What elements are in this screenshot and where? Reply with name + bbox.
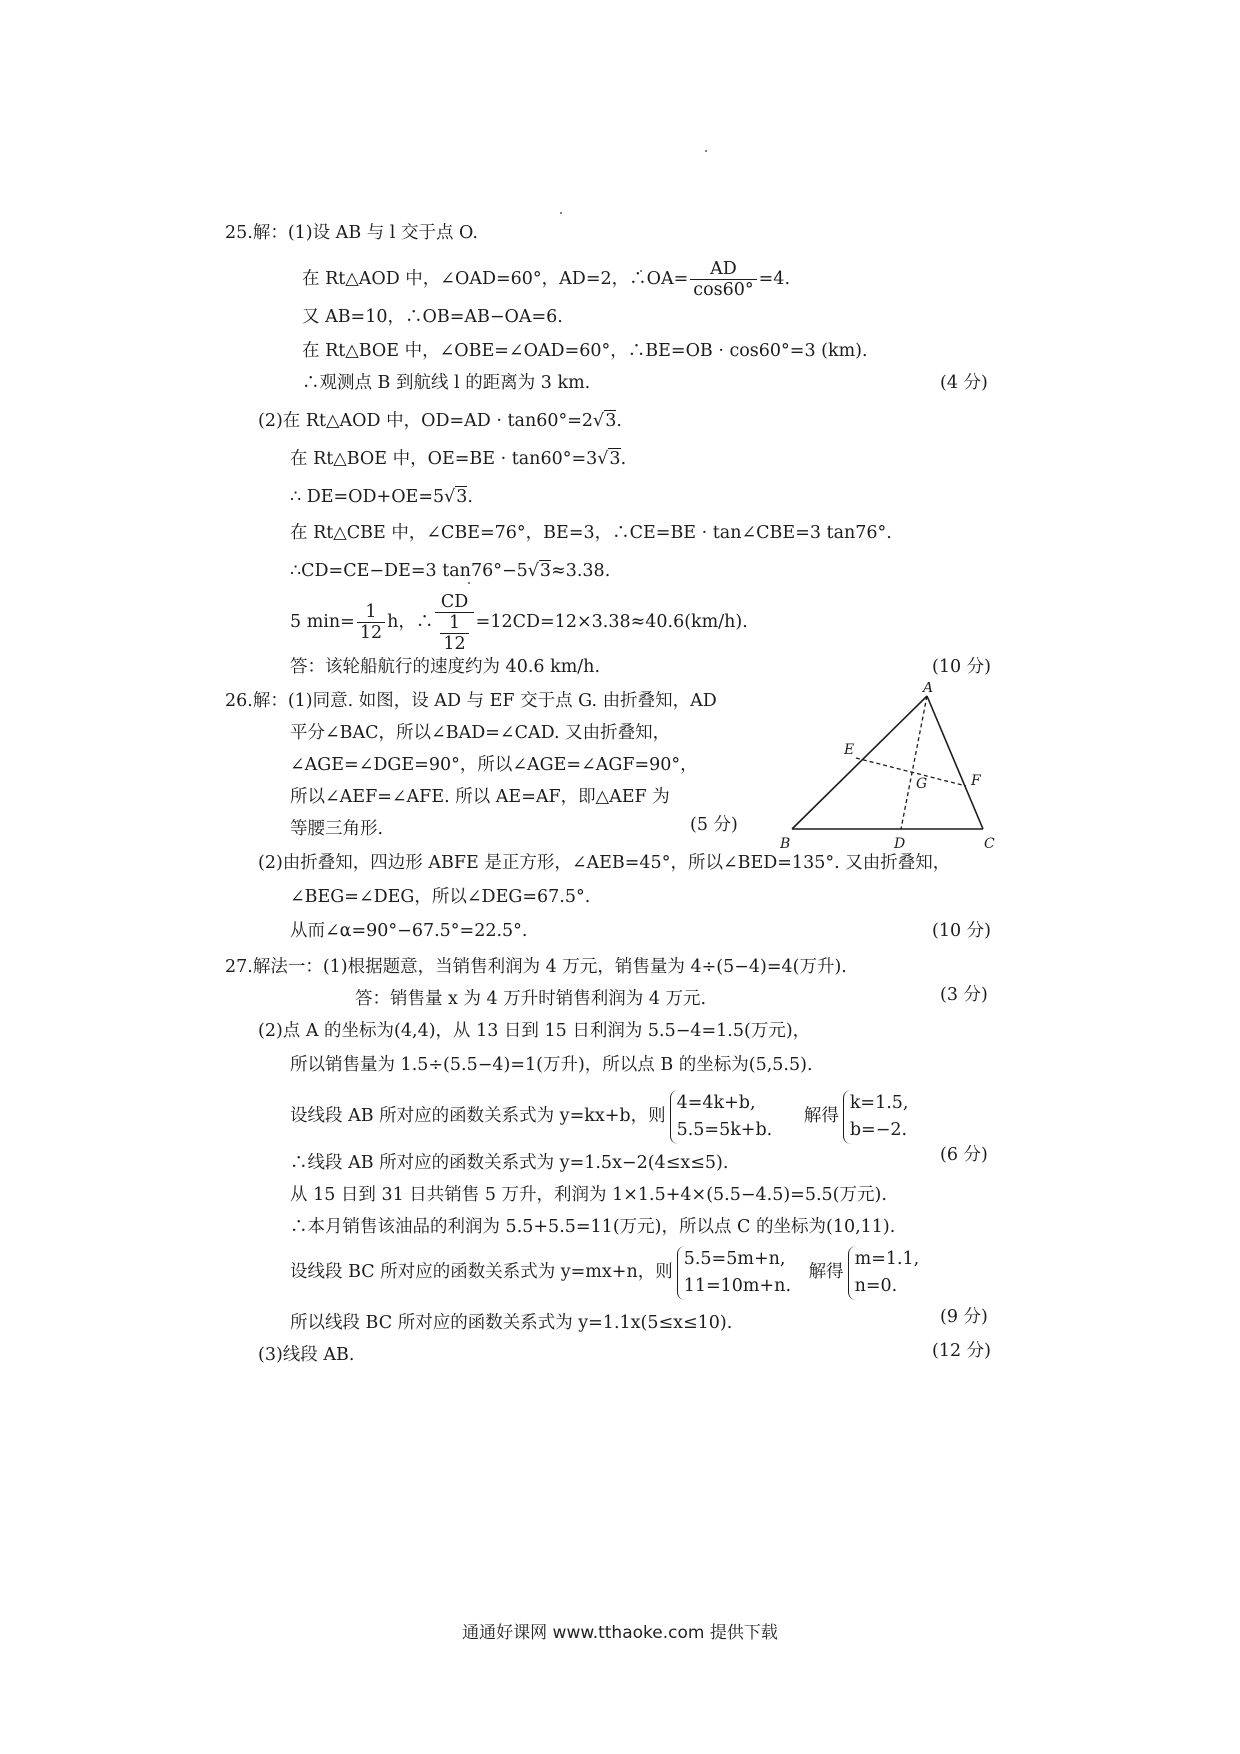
label-d: D — [894, 836, 906, 852]
p27-line-8: ∴本月销售该油品的利润为 5.5+5.5=11(万元)，所以点 C 的坐标为(10,11). — [290, 1217, 896, 1237]
p26-line-1: 26.解：(1)同意. 如图，设 AD 与 EF 交于点 G. 由折叠知，AD — [225, 691, 717, 711]
p25-line-cd: ∴CD=CE−DE=3 tan76°−5√3≈3.38. — [290, 561, 611, 581]
p25-line-ce: 在 Rt△CBE 中，∠CBE=76°，BE=3，∴CE=BE · tan∠CBE=3 tan76°. — [290, 523, 892, 543]
p26-line-6: (2)由折叠知，四边形 ABFE 是正方形，∠AEB=45°，所以∠BED=135°. 又由折叠知， — [258, 853, 951, 873]
p27-line-4: 所以销售量为 1.5÷(5.5−4)=1(万升)，所以点 B 的坐标为(5,5.5). — [290, 1055, 813, 1075]
p26-line-8: 从而∠α=90°−67.5°=22.5°. — [290, 921, 528, 941]
p27-line-11: (3)线段 AB. — [258, 1345, 355, 1365]
p27-line-ab-system: 设线段 AB 所对应的函数关系式为 y=kx+b，则 4=4k+b, 5.5=5k+b. 解得 k=1.5, b=−2. — [290, 1084, 913, 1148]
p27-line-3: (2)点 A 的坐标为(4,4)，从 13 日到 15 日利润为 5.5−4=1.5(万元)， — [258, 1021, 811, 1041]
scan-speck — [468, 582, 470, 584]
p27-line-6: ∴线段 AB 所对应的函数关系式为 y=1.5x−2(4≤x≤5). — [290, 1153, 729, 1173]
label-b: B — [780, 836, 791, 852]
score-label: (3 分) — [940, 985, 988, 1005]
p26-line-4: 所以∠AEF=∠AFE. 所以 AE=AF，即△AEF 为 — [290, 787, 670, 807]
label-a: A — [923, 682, 934, 696]
label-f: F — [971, 773, 981, 789]
p27-line-bc-system: 设线段 BC 所对应的函数关系式为 y=mx+n，则 5.5=5m+n, 11=10m+n. 解得 m=1.1, n=0. — [290, 1240, 923, 1304]
fraction: $\frac{1}{12}$ — [440, 613, 468, 654]
score-label: (12 分) — [932, 1341, 991, 1361]
p27-line-10: 所以线段 BC 所对应的函数关系式为 y=1.1x(5≤x≤10). — [290, 1313, 733, 1333]
p25-line-answer2: 答：该轮船航行的速度约为 40.6 km/h. — [290, 657, 601, 677]
p26-line-5: 等腰三角形. — [290, 819, 384, 839]
segment-ef — [856, 758, 966, 786]
solution-system: m=1.1, n=0. — [848, 1246, 920, 1300]
scan-speck — [560, 212, 562, 214]
segment-ad — [901, 696, 927, 829]
p25-line-be: 在 Rt△BOE 中，∠OBE=∠OAD=60°，∴BE=OB · cos60°=3 (km). — [302, 341, 868, 361]
fraction: $\frac{AD}{\cos 60^\circ}$ — [690, 259, 756, 300]
p25-line-answer1: ∴观测点 B 到航线 l 的距离为 3 km. — [302, 373, 591, 393]
p26-line-7: ∠BEG=∠DEG，所以∠DEG=67.5°. — [290, 887, 591, 907]
segment-ac — [927, 696, 983, 829]
p25-line-speed: 5 min= $\frac{1}{12}$ h，∴ $\frac{CD}{\frac{1}{12}}$ =12CD=12×3.38≈40.6(km/h). — [290, 591, 748, 654]
p25-line-de: ∴ DE=OD+OE=5√3. — [290, 487, 473, 507]
p25-line-oa: 在 Rt△AOD 中，∠OAD=60°，AD=2，∴OA= $\frac{AD}{\cos 60^\circ}$ =4. — [302, 259, 791, 300]
p25-heading: 25.解：(1)设 AB 与 l 交于点 O. — [225, 223, 478, 243]
solution-system: k=1.5, b=−2. — [843, 1090, 909, 1144]
p27-line-7: 从 15 日到 31 日共销售 5 万升，利润为 1×1.5+4×(5.5−4.5)=5.5(万元). — [290, 1185, 887, 1205]
equation-system: 5.5=5m+n, 11=10m+n. — [677, 1246, 791, 1300]
score-label: (9 分) — [940, 1307, 988, 1327]
p26-line-3: ∠AGE=∠DGE=90°，所以∠AGE=∠AGF=90°， — [290, 755, 698, 775]
fraction: $\frac{1}{12}$ — [357, 602, 385, 643]
score-label: (10 分) — [932, 657, 991, 677]
label-e: E — [844, 742, 855, 758]
footer-credit: 通通好课网 www.tthaoke.com 提供下载 — [462, 1623, 778, 1643]
score-label: (10 分) — [932, 921, 991, 941]
score-label: (5 分) — [690, 815, 738, 835]
triangle-figure — [780, 682, 1010, 852]
fraction-compound: $\frac{CD}{\frac{1}{12}}$ — [435, 592, 473, 654]
score-label: (6 分) — [940, 1145, 988, 1165]
segment-ab — [792, 696, 927, 829]
p25-line-ob: 又 AB=10，∴OB=AB−OA=6. — [302, 307, 563, 327]
p26-line-2: 平分∠BAC，所以∠BAD=∠CAD. 又由折叠知， — [290, 723, 671, 743]
p27-line-2: 答：销售量 x 为 4 万升时销售利润为 4 万元. — [355, 989, 707, 1009]
label-c: C — [984, 836, 995, 852]
p25-line-oe: 在 Rt△BOE 中，OE=BE · tan60°=3√3. — [290, 449, 627, 469]
p27-line-1: 27.解法一：(1)根据题意，当销售利润为 4 万元，销售量为 4÷(5−4)=4(万升). — [225, 957, 847, 977]
p25-line-od: (2)在 Rt△AOD 中，OD=AD · tan60°=2√3. — [258, 411, 622, 431]
label-g: G — [916, 776, 928, 792]
score-label: (4 分) — [940, 373, 988, 393]
scan-speck — [705, 150, 707, 152]
equation-system: 4=4k+b, 5.5=5k+b. — [670, 1090, 773, 1144]
